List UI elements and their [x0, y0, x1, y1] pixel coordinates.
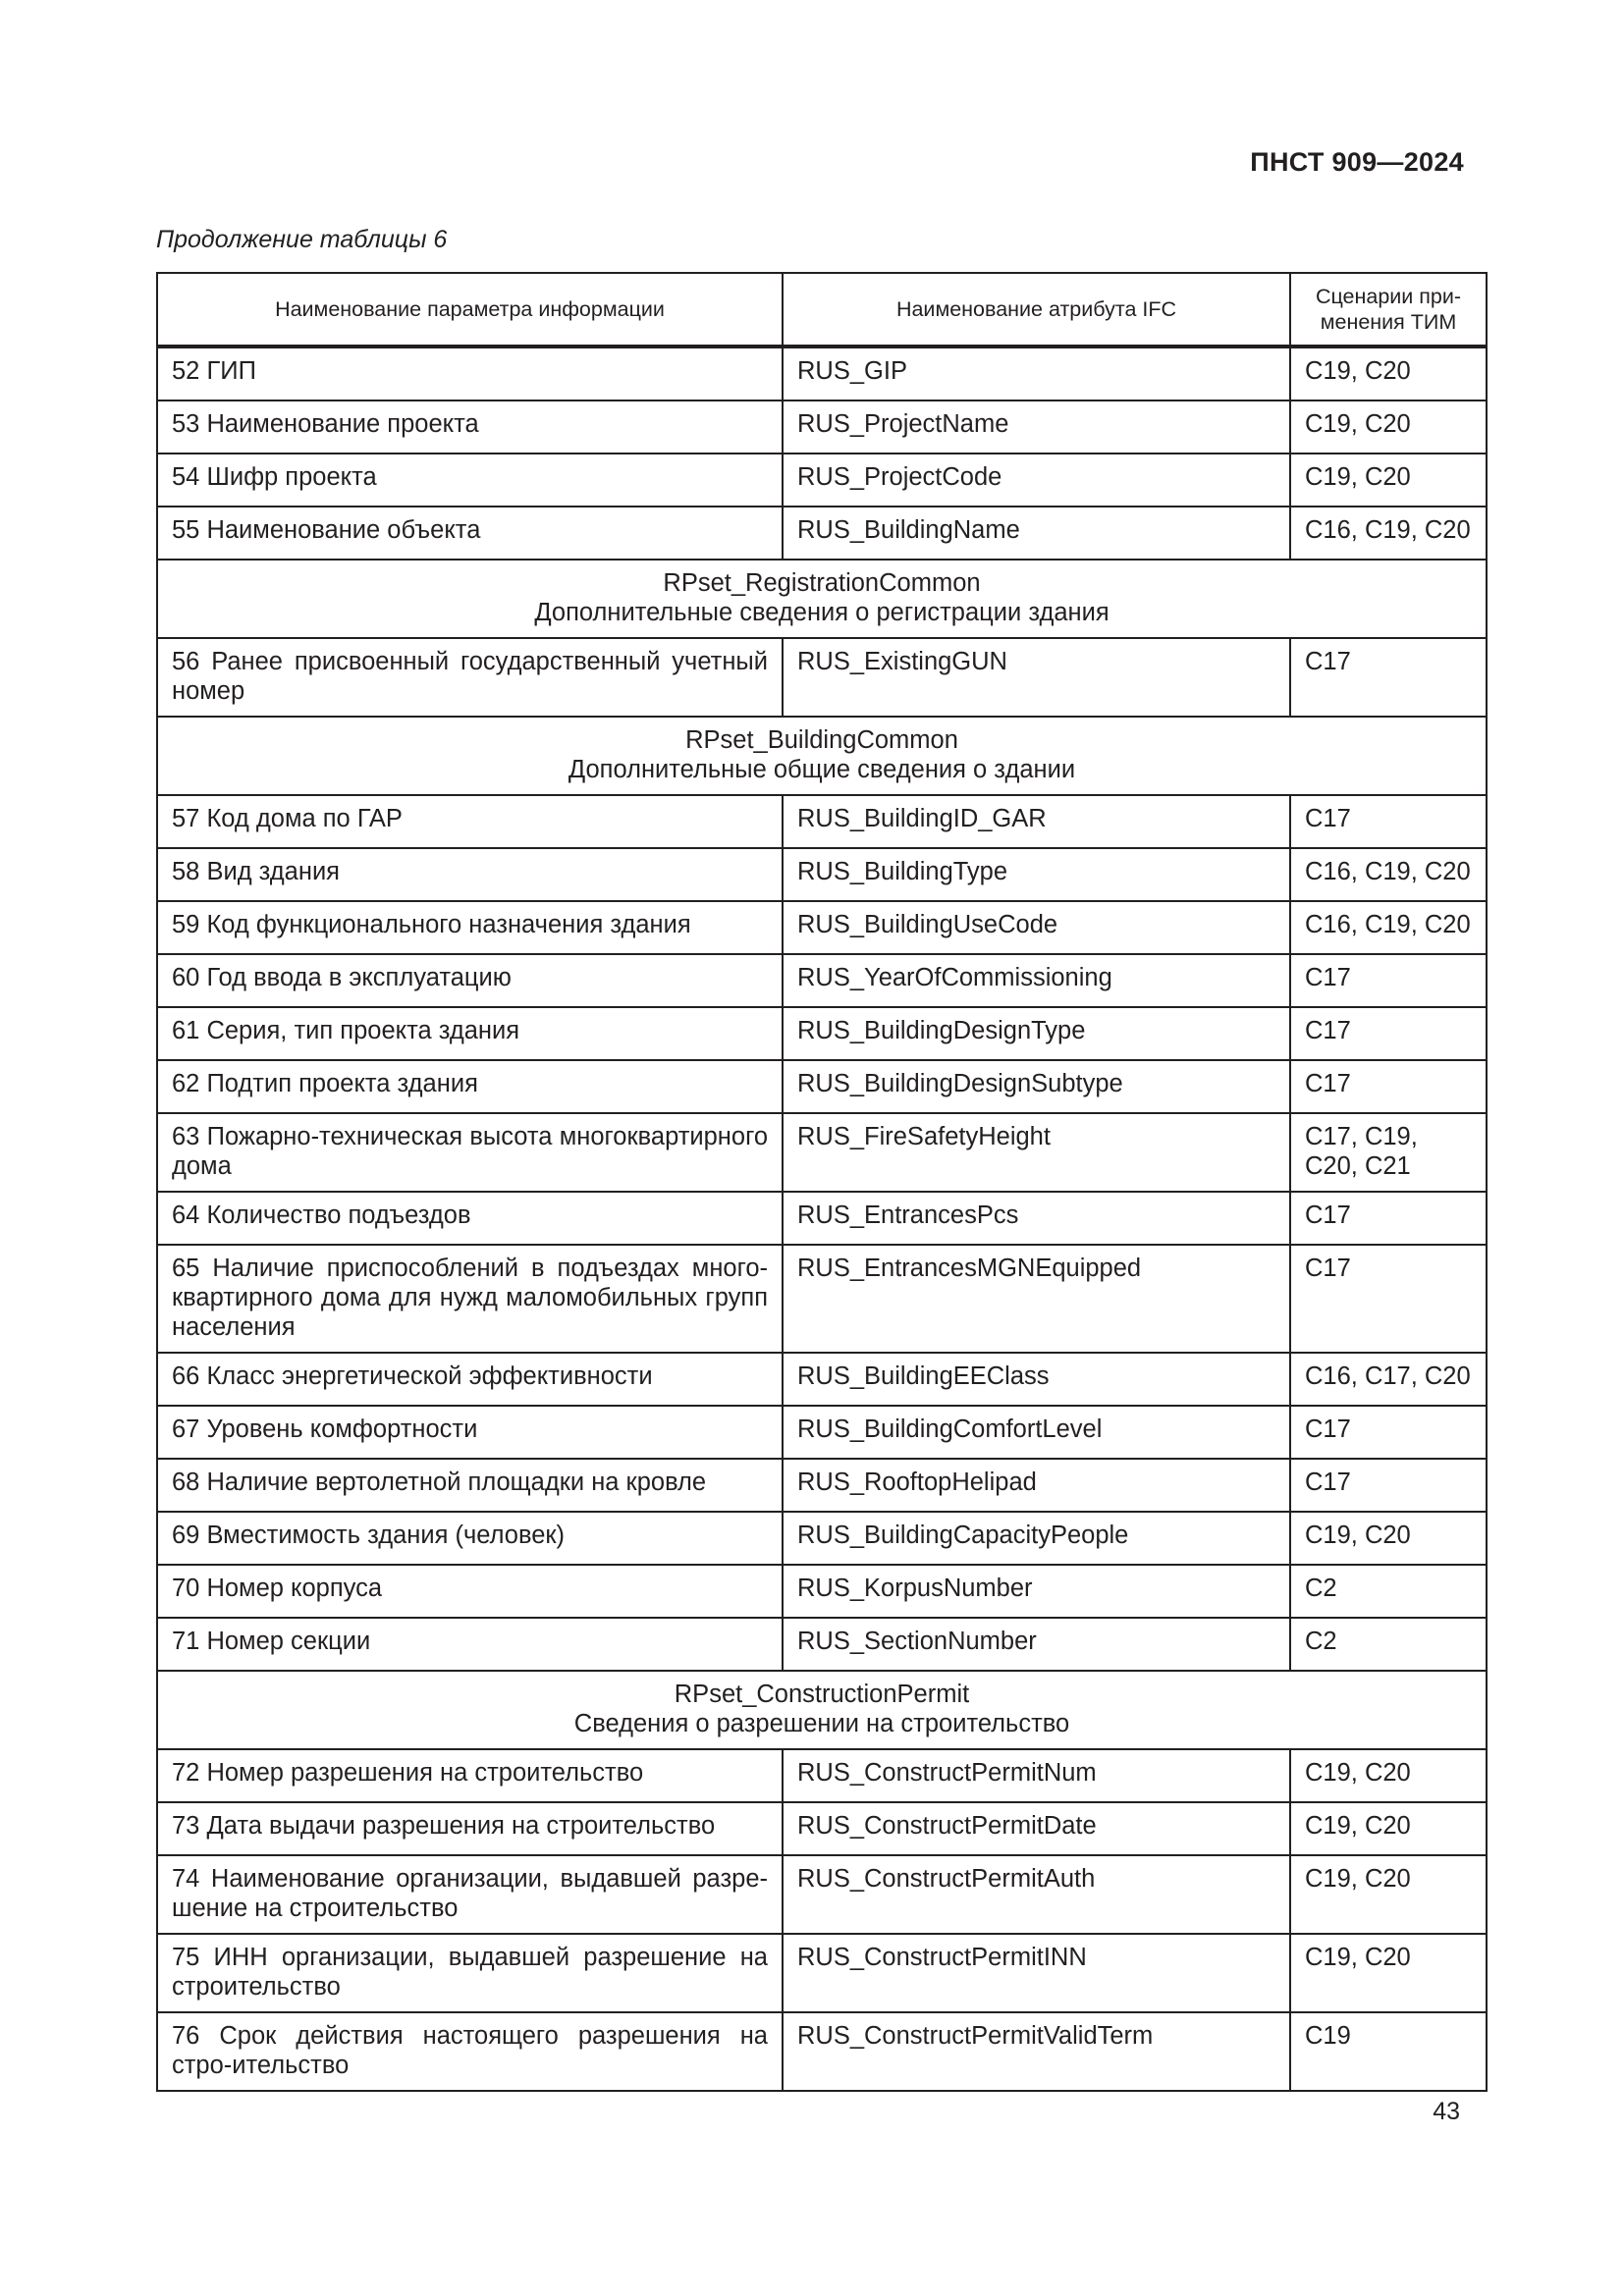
- parameter-name-cell: 63 Пожарно-техническая высота многоквартирного дома: [157, 1113, 783, 1192]
- scenarios-cell: C16, C17, C20: [1290, 1353, 1487, 1406]
- parameter-name-cell: 56 Ранее присвоенный государственный учетный номер: [157, 638, 783, 717]
- scenarios-cell: C19: [1290, 2012, 1487, 2091]
- ifc-attribute-cell: RUS_BuildingDesignType: [783, 1007, 1290, 1060]
- property-set-description: Дополнительные общие сведения о здании: [568, 756, 1076, 783]
- table-row: [157, 1245, 1487, 1353]
- table-group-row: [157, 560, 1487, 638]
- parameter-name-cell: 64 Количество подъездов: [157, 1192, 783, 1245]
- scenarios-cell: C19, C20: [1290, 1802, 1487, 1855]
- parameter-name-cell: 65 Наличие приспособлений в подъездах много-квартирного дома для нужд маломобильных групп населения: [157, 1245, 783, 1353]
- scenarios-cell: C16, C19, C20: [1290, 901, 1487, 954]
- table-row: [157, 1353, 1487, 1406]
- table-group-row: [157, 717, 1487, 795]
- table-row: [157, 1934, 1487, 2012]
- scenarios-cell: C19, C20: [1290, 1855, 1487, 1934]
- table-row: [157, 1113, 1487, 1192]
- ifc-attribute-cell: RUS_BuildingEEClass: [783, 1353, 1290, 1406]
- property-set-name: RPset_ConstructionPermit: [674, 1681, 970, 1708]
- page-number: 43: [1433, 2098, 1460, 2125]
- parameter-name-cell: 75 ИНН организации, выдавшей разрешение на строительство: [157, 1934, 783, 2012]
- group-cell: [157, 1671, 1487, 1749]
- group-cell: [157, 560, 1487, 638]
- property-set-name: RPset_BuildingCommon: [685, 726, 958, 754]
- property-set-name: RPset_RegistrationCommon: [663, 569, 981, 597]
- scenarios-cell: C19, C20: [1290, 454, 1487, 507]
- scenarios-cell: C17, C19, C20, C21: [1290, 1113, 1487, 1192]
- table-row: [157, 347, 1487, 400]
- table-caption: Продолжение таблицы 6: [156, 226, 448, 253]
- parameter-name-cell: 74 Наименование организации, выдавшей разре-шение на строительство: [157, 1855, 783, 1934]
- scenarios-cell: C19, C20: [1290, 400, 1487, 454]
- group-cell: [157, 717, 1487, 795]
- scenarios-cell: C17: [1290, 1007, 1487, 1060]
- ifc-attribute-cell: RUS_ConstructPermitINN: [783, 1934, 1290, 2012]
- parameter-name-cell: 68 Наличие вертолетной площадки на кровле: [157, 1459, 783, 1512]
- ifc-attribute-cell: RUS_ConstructPermitValidTerm: [783, 2012, 1290, 2091]
- column-header-ifc-attribute: Наименование атрибута IFC: [783, 273, 1290, 347]
- ifc-attribute-cell: RUS_BuildingID_GAR: [783, 795, 1290, 848]
- table-row: [157, 1749, 1487, 1802]
- table-row: [157, 1618, 1487, 1671]
- ifc-attribute-cell: RUS_BuildingType: [783, 848, 1290, 901]
- parameter-name-cell: 72 Номер разрешения на строительство: [157, 1749, 783, 1802]
- parameter-name-cell: 55 Наименование объекта: [157, 507, 783, 560]
- scenarios-cell: C19, C20: [1290, 1934, 1487, 2012]
- parameter-name-cell: 54 Шифр проекта: [157, 454, 783, 507]
- ifc-attribute-cell: RUS_ConstructPermitDate: [783, 1802, 1290, 1855]
- parameter-name-cell: 73 Дата выдачи разрешения на строительство: [157, 1802, 783, 1855]
- property-set-description: Дополнительные сведения о регистрации здания: [534, 599, 1110, 626]
- parameter-name-cell: 59 Код функционального назначения здания: [157, 901, 783, 954]
- ifc-attribute-cell: RUS_SectionNumber: [783, 1618, 1290, 1671]
- parameter-name-cell: 71 Номер секции: [157, 1618, 783, 1671]
- parameter-name-cell: 76 Срок действия настоящего разрешения на стро-ительство: [157, 2012, 783, 2091]
- scenarios-cell: C19, C20: [1290, 1512, 1487, 1565]
- scenarios-cell: C17: [1290, 1245, 1487, 1353]
- parameter-name-cell: 62 Подтип проекта здания: [157, 1060, 783, 1113]
- table-row: [157, 1565, 1487, 1618]
- property-set-description: Сведения о разрешении на строительство: [573, 1710, 1070, 1737]
- column-header-scenarios: Сценарии при-менения ТИМ: [1290, 273, 1487, 347]
- table-row: [157, 848, 1487, 901]
- scenarios-cell: C17: [1290, 1406, 1487, 1459]
- ifc-attribute-cell: RUS_FireSafetyHeight: [783, 1113, 1290, 1192]
- ifc-attribute-cell: RUS_ProjectCode: [783, 454, 1290, 507]
- scenarios-cell: C2: [1290, 1565, 1487, 1618]
- ifc-attribute-cell: RUS_EntrancesMGNEquipped: [783, 1245, 1290, 1353]
- scenarios-cell: C17: [1290, 1459, 1487, 1512]
- ifc-attribute-cell: RUS_BuildingUseCode: [783, 901, 1290, 954]
- scenarios-cell: C16, C19, C20: [1290, 507, 1487, 560]
- parameter-name-cell: 66 Класс энергетической эффективности: [157, 1353, 783, 1406]
- table-row: [157, 1512, 1487, 1565]
- scenarios-cell: C17: [1290, 638, 1487, 717]
- table-row: [157, 2012, 1487, 2091]
- parameter-name-cell: 67 Уровень комфортности: [157, 1406, 783, 1459]
- table-row: [157, 1192, 1487, 1245]
- parameters-table: [156, 272, 1488, 2092]
- table-row: [157, 507, 1487, 560]
- ifc-attribute-cell: RUS_EntrancesPcs: [783, 1192, 1290, 1245]
- column-header-parameter-name: Наименование параметра информации: [157, 273, 783, 347]
- ifc-attribute-cell: RUS_BuildingDesignSubtype: [783, 1060, 1290, 1113]
- scenarios-cell: C17: [1290, 795, 1487, 848]
- table-row: [157, 1406, 1487, 1459]
- parameter-name-cell: 52 ГИП: [157, 347, 783, 400]
- parameter-name-cell: 53 Наименование проекта: [157, 400, 783, 454]
- scenarios-cell: C2: [1290, 1618, 1487, 1671]
- scenarios-cell: C17: [1290, 1060, 1487, 1113]
- scenarios-cell: C19, C20: [1290, 347, 1487, 400]
- table-row: [157, 795, 1487, 848]
- document-code: ПНСТ 909—2024: [1250, 147, 1464, 177]
- table-row: [157, 1459, 1487, 1512]
- ifc-attribute-cell: RUS_ProjectName: [783, 400, 1290, 454]
- parameter-name-cell: 70 Номер корпуса: [157, 1565, 783, 1618]
- scenarios-cell: C17: [1290, 954, 1487, 1007]
- scenarios-cell: C19, C20: [1290, 1749, 1487, 1802]
- parameter-name-cell: 60 Год ввода в эксплуатацию: [157, 954, 783, 1007]
- table-row: [157, 954, 1487, 1007]
- ifc-attribute-cell: RUS_YearOfCommissioning: [783, 954, 1290, 1007]
- ifc-attribute-cell: RUS_BuildingCapacityPeople: [783, 1512, 1290, 1565]
- table-row: [157, 1855, 1487, 1934]
- table-row: [157, 901, 1487, 954]
- scenarios-cell: C17: [1290, 1192, 1487, 1245]
- table-row: [157, 1802, 1487, 1855]
- parameter-name-cell: 57 Код дома по ГАР: [157, 795, 783, 848]
- ifc-attribute-cell: RUS_BuildingComfortLevel: [783, 1406, 1290, 1459]
- parameter-name-cell: 58 Вид здания: [157, 848, 783, 901]
- table-row: [157, 400, 1487, 454]
- table-header-row: [157, 273, 1487, 347]
- table-row: [157, 1007, 1487, 1060]
- ifc-attribute-cell: RUS_GIP: [783, 347, 1290, 400]
- ifc-attribute-cell: RUS_ConstructPermitNum: [783, 1749, 1290, 1802]
- ifc-attribute-cell: RUS_ExistingGUN: [783, 638, 1290, 717]
- table-row: [157, 1060, 1487, 1113]
- table-row: [157, 454, 1487, 507]
- ifc-attribute-cell: RUS_BuildingName: [783, 507, 1290, 560]
- table-row: [157, 638, 1487, 717]
- table-body: [157, 347, 1487, 2091]
- table-group-row: [157, 1671, 1487, 1749]
- parameter-name-cell: 61 Серия, тип проекта здания: [157, 1007, 783, 1060]
- scenarios-cell: C16, C19, C20: [1290, 848, 1487, 901]
- ifc-attribute-cell: RUS_ConstructPermitAuth: [783, 1855, 1290, 1934]
- ifc-attribute-cell: RUS_KorpusNumber: [783, 1565, 1290, 1618]
- parameter-name-cell: 69 Вместимость здания (человек): [157, 1512, 783, 1565]
- ifc-attribute-cell: RUS_RooftopHelipad: [783, 1459, 1290, 1512]
